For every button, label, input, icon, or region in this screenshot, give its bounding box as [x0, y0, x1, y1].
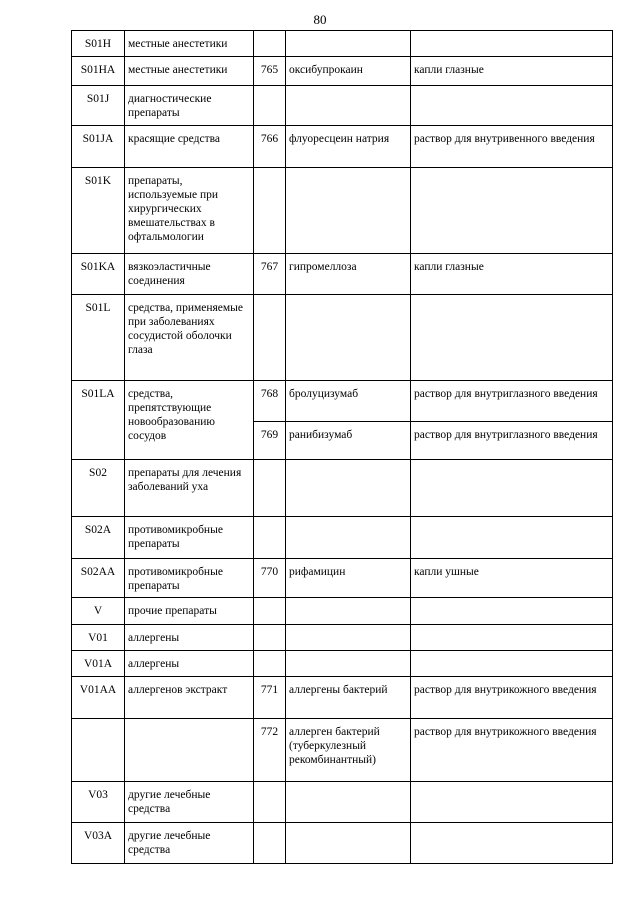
dosage-form-cell: капли глазные	[411, 57, 613, 86]
dosage-form-cell: раствор для внутриглазного введения	[411, 381, 613, 422]
drug-name-cell	[286, 598, 411, 625]
drug-name-cell	[286, 517, 411, 559]
drug-name-cell	[286, 295, 411, 381]
drug-name-cell	[286, 651, 411, 677]
drug-number-cell	[254, 168, 286, 254]
atc-code-cell: S01KA	[72, 254, 125, 295]
group-name-cell: местные анестетики	[125, 57, 254, 86]
drug-number-cell: 771	[254, 677, 286, 719]
atc-code-cell: V01AA	[72, 677, 125, 719]
drug-number-cell: 765	[254, 57, 286, 86]
drug-number-cell	[254, 86, 286, 126]
drug-name-cell: флуоресцеин натрия	[286, 126, 411, 168]
table-row	[72, 254, 613, 295]
table-row	[72, 651, 613, 677]
group-name-cell: аллергенов экстракт	[125, 677, 254, 719]
drug-name-cell	[286, 86, 411, 126]
atc-code-cell: S01K	[72, 168, 125, 254]
dosage-form-cell	[411, 168, 613, 254]
atc-code-cell: S02A	[72, 517, 125, 559]
drug-name-cell: аллерген бактерий (туберкулезный рекомбинантный)	[286, 719, 411, 782]
drug-number-cell	[254, 517, 286, 559]
group-name-cell	[125, 719, 254, 782]
dosage-form-cell	[411, 823, 613, 864]
dosage-form-cell	[411, 31, 613, 57]
group-name-cell: препараты для лечения заболеваний уха	[125, 460, 254, 517]
table-row	[72, 598, 613, 625]
dosage-form-cell	[411, 598, 613, 625]
dosage-form-cell: раствор для внутривенного введения	[411, 126, 613, 168]
atc-code-cell: S02AA	[72, 559, 125, 598]
group-name-cell: противомикробные препараты	[125, 517, 254, 559]
drug-name-cell	[286, 625, 411, 651]
drug-name-cell	[286, 782, 411, 823]
page-number: 80	[313, 12, 327, 27]
table-row	[72, 31, 613, 57]
table-row	[72, 381, 613, 422]
dosage-form-cell	[411, 782, 613, 823]
group-name-cell: местные анестетики	[125, 31, 254, 57]
table-row	[72, 57, 613, 86]
dosage-form-cell	[411, 460, 613, 517]
group-name-cell: диагностические препараты	[125, 86, 254, 126]
group-name-cell: средства, применяемые при заболеваниях сосудистой оболочки глаза	[125, 295, 254, 381]
dosage-form-cell: капли глазные	[411, 254, 613, 295]
group-name-cell: аллергены	[125, 651, 254, 677]
drug-number-cell	[254, 295, 286, 381]
drug-name-cell: аллергены бактерий	[286, 677, 411, 719]
drug-name-cell	[286, 823, 411, 864]
atc-code-cell: S01HA	[72, 57, 125, 86]
drug-name-cell: ранибизумаб	[286, 422, 411, 460]
atc-code-cell: S01L	[72, 295, 125, 381]
dosage-form-cell	[411, 517, 613, 559]
drug-number-cell: 769	[254, 422, 286, 460]
atc-code-cell: S01H	[72, 31, 125, 57]
table-row	[72, 517, 613, 559]
drug-name-cell	[286, 460, 411, 517]
atc-code-cell	[72, 719, 125, 782]
group-name-cell: противомикробные препараты	[125, 559, 254, 598]
atc-code-cell: V01	[72, 625, 125, 651]
drug-name-cell	[286, 168, 411, 254]
drug-number-cell	[254, 782, 286, 823]
drug-name-cell: гипромеллоза	[286, 254, 411, 295]
group-name-cell: препараты, используемые при хирургических вмешательствах в офтальмологии	[125, 168, 254, 254]
table-row	[72, 559, 613, 598]
drug-number-cell	[254, 31, 286, 57]
table-row	[72, 460, 613, 517]
dosage-form-cell: раствор для внутрикожного введения	[411, 677, 613, 719]
table-row	[72, 126, 613, 168]
group-name-cell: средства, препятствующие новообразованию сосудов	[125, 381, 254, 460]
drug-number-cell: 768	[254, 381, 286, 422]
atc-code-cell: S01J	[72, 86, 125, 126]
atc-code-cell: V	[72, 598, 125, 625]
dosage-form-cell	[411, 295, 613, 381]
dosage-form-cell	[411, 625, 613, 651]
drug-number-cell	[254, 823, 286, 864]
table-row	[72, 168, 613, 254]
drug-number-cell: 772	[254, 719, 286, 782]
drug-number-cell: 766	[254, 126, 286, 168]
drug-number-cell: 770	[254, 559, 286, 598]
atc-code-cell: S02	[72, 460, 125, 517]
group-name-cell: аллергены	[125, 625, 254, 651]
dosage-form-cell: раствор для внутриглазного введения	[411, 422, 613, 460]
dosage-form-cell: капли ушные	[411, 559, 613, 598]
drug-number-cell	[254, 625, 286, 651]
drug-number-cell	[254, 598, 286, 625]
dosage-form-cell: раствор для внутрикожного введения	[411, 719, 613, 782]
group-name-cell: прочие препараты	[125, 598, 254, 625]
table-row	[72, 823, 613, 864]
dosage-form-cell	[411, 651, 613, 677]
table-row	[72, 625, 613, 651]
drug-name-cell	[286, 31, 411, 57]
table-row	[72, 782, 613, 823]
table-row	[72, 86, 613, 126]
atc-code-cell: S01JA	[72, 126, 125, 168]
atc-code-cell: V03A	[72, 823, 125, 864]
drug-name-cell: рифамицин	[286, 559, 411, 598]
drug-table	[71, 30, 613, 864]
group-name-cell: другие лечебные средства	[125, 782, 254, 823]
group-name-cell: красящие средства	[125, 126, 254, 168]
atc-code-cell: V01A	[72, 651, 125, 677]
atc-code-cell: V03	[72, 782, 125, 823]
dosage-form-cell	[411, 86, 613, 126]
drug-number-cell	[254, 460, 286, 517]
drug-name-cell: бролуцизумаб	[286, 381, 411, 422]
table-row	[72, 295, 613, 381]
drug-number-cell	[254, 651, 286, 677]
group-name-cell: другие лечебные средства	[125, 823, 254, 864]
group-name-cell: вязкоэластичные соединения	[125, 254, 254, 295]
table-row	[72, 719, 613, 782]
drug-number-cell: 767	[254, 254, 286, 295]
table-row	[72, 677, 613, 719]
drug-name-cell: оксибупрокаин	[286, 57, 411, 86]
atc-code-cell: S01LA	[72, 381, 125, 460]
